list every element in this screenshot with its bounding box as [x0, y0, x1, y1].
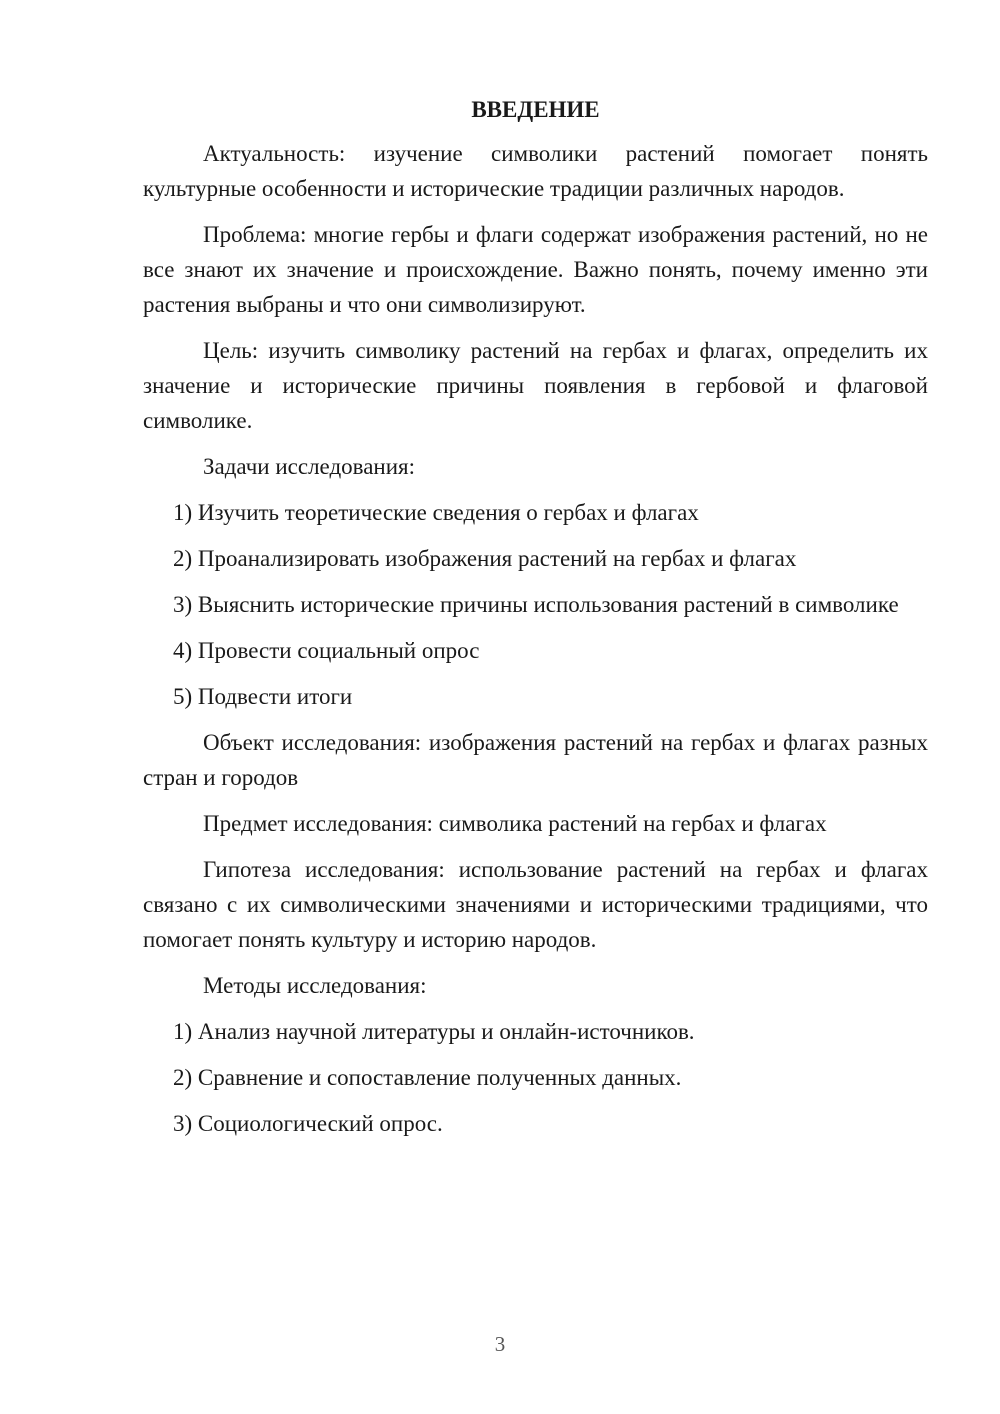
list-item-task-3: 3) Выяснить исторические причины использования растений в символике: [173, 592, 899, 617]
list-item-method-3: 3) Социологический опрос.: [173, 1111, 443, 1136]
list-item-method-2: 2) Сравнение и сопоставление полученных данных.: [173, 1065, 682, 1090]
paragraph-hypothesis: Гипотеза исследования: использование растений на гербах и флагах связано с их символическими значениями и историческими традициями, что помогает понять культуру и историю народов.: [143, 857, 928, 952]
paragraph-tasks-heading: Задачи исследования:: [203, 454, 416, 479]
paragraph-methods-heading: Методы исследования:: [203, 973, 427, 998]
paragraph-subject: Предмет исследования: символика растений на гербах и флагах: [203, 811, 827, 836]
page-title: ВВЕДЕНИЕ: [471, 97, 600, 122]
list-item-task-2: 2) Проанализировать изображения растений на гербах и флагах: [173, 546, 797, 571]
document-page: [143, 92, 928, 1152]
list-item-task-4: 4) Провести социальный опрос: [173, 638, 480, 663]
paragraph-problem: Проблема: многие гербы и флаги содержат изображения растений, но не все знают их значение и происхождение. Важно понять, почему именно эти растения выбраны и что они символизируют.: [143, 222, 928, 317]
paragraph-object: Объект исследования: изображения растений на гербах и флагах разных стран и городов: [143, 730, 928, 790]
paragraph-relevance: Актуальность: изучение символики растений помогает понять культурные особенности и исторические традиции различных народов.: [143, 141, 928, 201]
paragraph-goal: Цель: изучить символику растений на гербах и флагах, определить их значение и исторические причины появления в гербовой и флаговой символике.: [143, 338, 928, 433]
list-item-task-5: 5) Подвести итоги: [173, 684, 353, 709]
page-number: 3: [494, 1332, 506, 1356]
list-item-method-1: 1) Анализ научной литературы и онлайн-источников.: [173, 1019, 695, 1044]
list-item-task-1: 1) Изучить теоретические сведения о гербах и флагах: [173, 500, 699, 525]
